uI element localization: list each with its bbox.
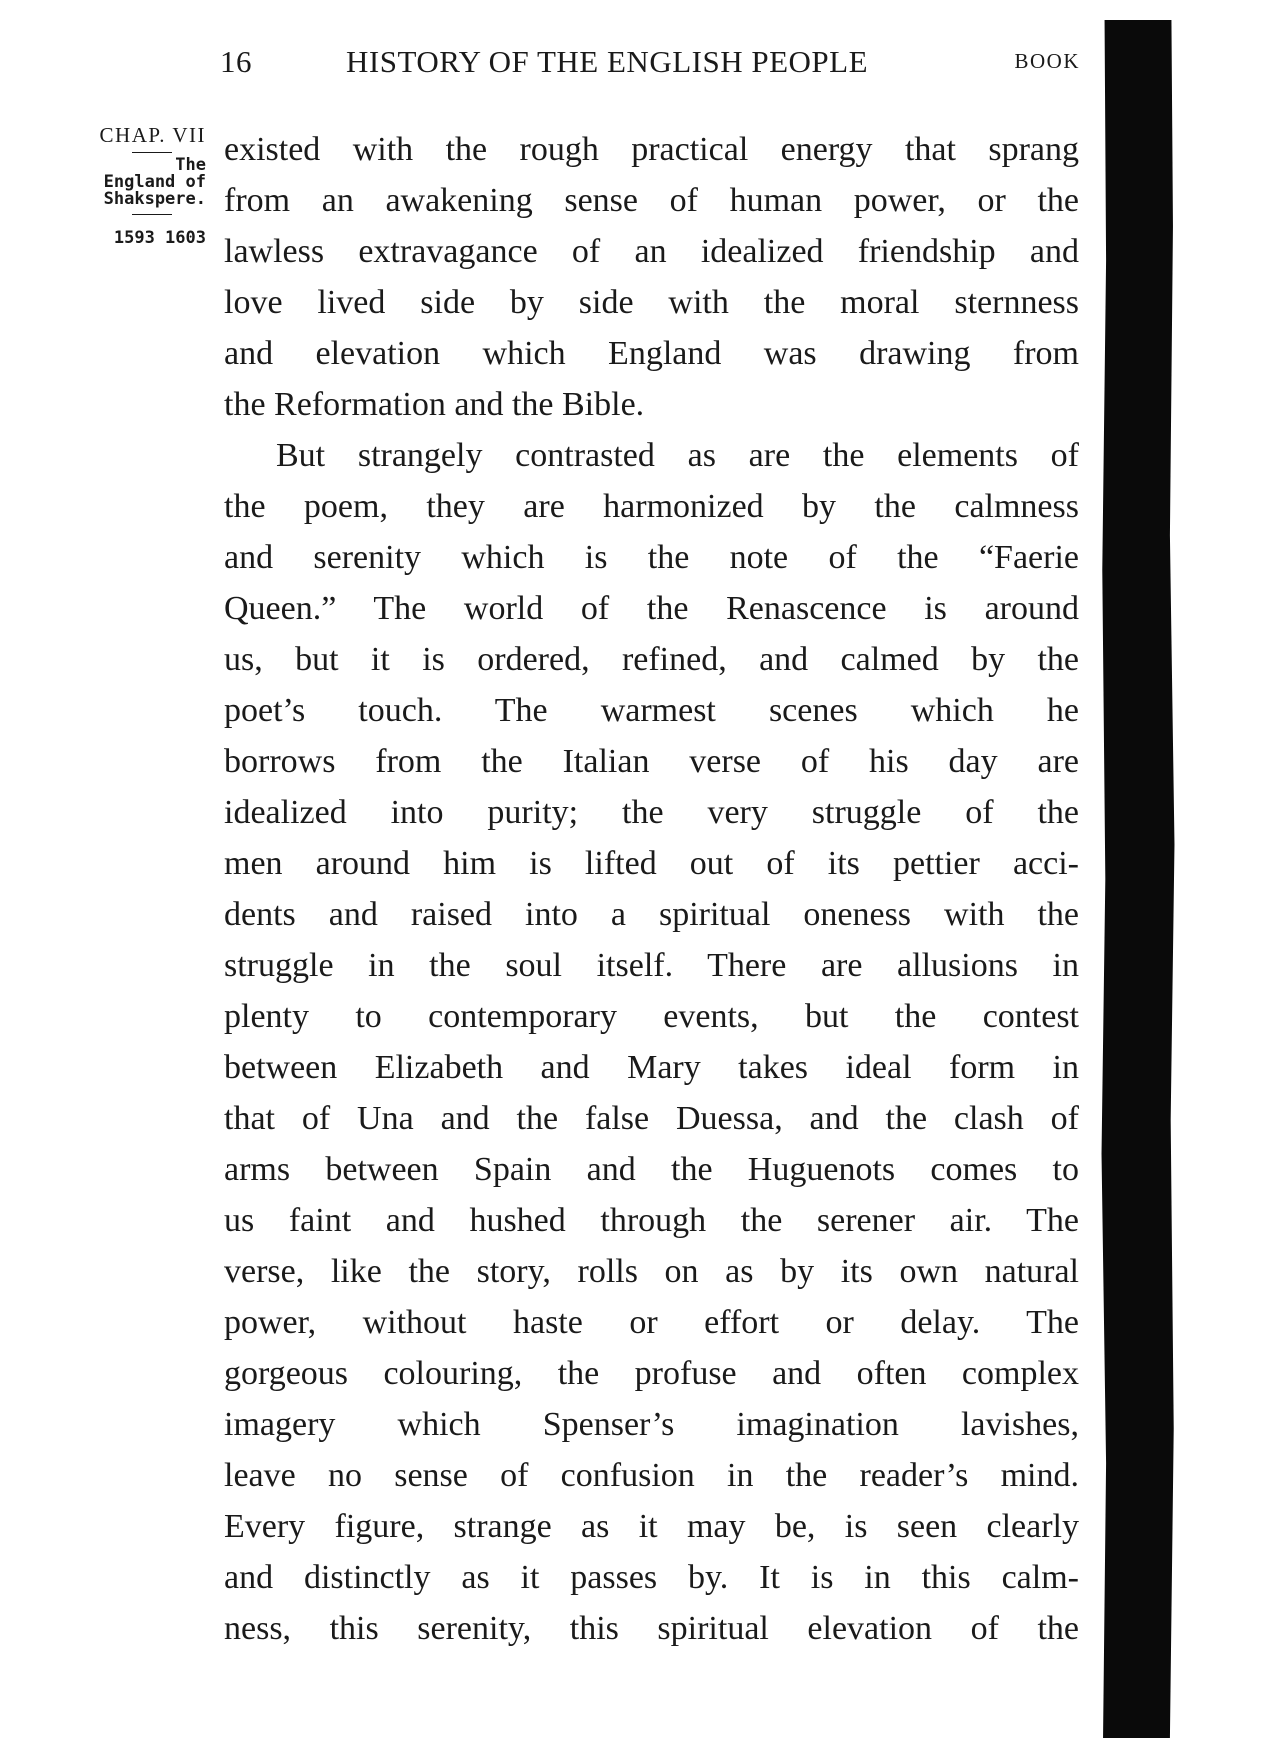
text-line: the Reformation and the Bible. bbox=[224, 386, 645, 423]
margin-dates: 1593 1603 bbox=[113, 228, 206, 248]
text-line: between Elizabeth and Mary takes ideal form in bbox=[224, 1049, 1079, 1086]
text-line: Queen.” The world of the Renascence is around bbox=[224, 590, 1079, 627]
text-line: men around him is lifted out of its pettier acci- bbox=[224, 845, 1079, 882]
text-line: the poem, they are harmonized by the calmness bbox=[224, 488, 1079, 525]
text-line: lawless extravagance of an idealized friendship and bbox=[224, 233, 1079, 270]
text-line: imagery which Spenser’s imagination lavishes, bbox=[224, 1406, 1079, 1443]
sidenote-line: England of bbox=[103, 172, 206, 192]
section-label: BOOK bbox=[1014, 49, 1080, 73]
text-line: and serenity which is the note of the “Faerie bbox=[224, 539, 1079, 576]
sidenote-line: Shakspere. bbox=[103, 189, 206, 209]
text-line: leave no sense of confusion in the reader’s mind. bbox=[224, 1457, 1079, 1494]
text-line: plenty to contemporary events, but the contest bbox=[224, 998, 1079, 1035]
text-line: that of Una and the false Duessa, and the clash of bbox=[224, 1100, 1079, 1137]
text-line: gorgeous colouring, the profuse and often complex bbox=[224, 1355, 1079, 1392]
text-line: ness, this serenity, this spiritual elevation of the bbox=[224, 1610, 1079, 1647]
text-line: dents and raised into a spiritual oneness with the bbox=[224, 896, 1079, 933]
text-line: us, but it is ordered, refined, and calmed by the bbox=[224, 641, 1079, 678]
running-title: HISTORY OF THE ENGLISH PEOPLE bbox=[346, 44, 869, 79]
text-line: arms between Spain and the Huguenots comes to bbox=[224, 1151, 1079, 1188]
chapter-label: CHAP. VII bbox=[99, 123, 206, 147]
margin-rule bbox=[132, 214, 172, 215]
text-line: from an awakening sense of human power, or the bbox=[224, 182, 1079, 219]
scan-binding-edge bbox=[1100, 20, 1176, 1738]
text-line: verse, like the story, rolls on as by its own natural bbox=[224, 1253, 1079, 1290]
margin-rule bbox=[132, 152, 172, 153]
text-line: borrows from the Italian verse of his day are bbox=[224, 743, 1079, 780]
text-line: But strangely contrasted as are the elements of bbox=[276, 437, 1079, 474]
page-number: 16 bbox=[220, 44, 252, 79]
text-line: poet’s touch. The warmest scenes which he bbox=[224, 692, 1079, 729]
margin-notes bbox=[48, 124, 208, 249]
text-line: and elevation which England was drawing from bbox=[224, 335, 1079, 372]
text-line: idealized into purity; the very struggle of the bbox=[224, 794, 1079, 831]
running-header bbox=[220, 44, 1080, 84]
text-line: Every figure, strange as it may be, is seen clearly bbox=[224, 1508, 1079, 1545]
sidenote-line: The bbox=[175, 155, 206, 175]
text-line: struggle in the soul itself. There are allusions in bbox=[224, 947, 1079, 984]
text-line: power, without haste or effort or delay. The bbox=[224, 1304, 1079, 1341]
text-line: us faint and hushed through the serener air. The bbox=[224, 1202, 1079, 1239]
text-line: existed with the rough practical energy that sprang bbox=[224, 131, 1079, 168]
text-line: and distinctly as it passes by. It is in this calm- bbox=[224, 1559, 1079, 1596]
body-text bbox=[224, 124, 1079, 1654]
text-line: love lived side by side with the moral sternness bbox=[224, 284, 1079, 321]
